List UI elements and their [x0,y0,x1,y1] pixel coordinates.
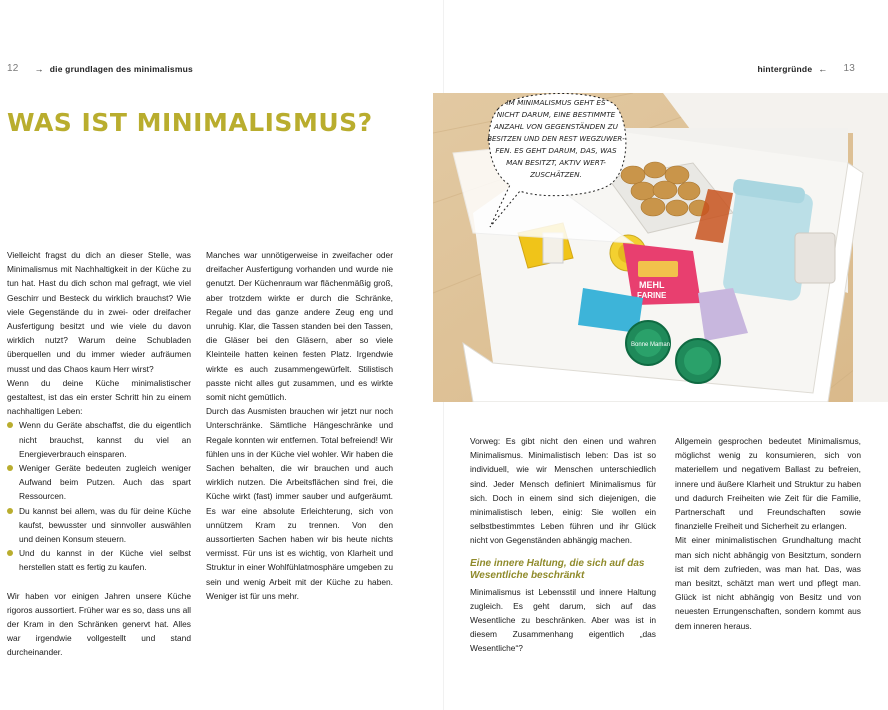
bullet-dot-icon [7,422,13,428]
quote-line: NICHT DARUM, EINE BESTIMMTE [496,110,616,119]
quote-line: BESITZEN UND DEN REST WEGZUWER- [487,135,625,143]
paragraph: Mit einer minimalistischen Grundhaltung macht man sich nicht abhängig von Besitztum, sondern ist mit dem zufrieden, was man hat. Das, was man besitzt, schätzt man wert und pflegt man. Glück ist nicht abhängig von Besitz und von neuesten Errungenschaften, sondern kommt aus dem inneren heraus. [675,535,861,631]
paragraph: Minimalismus ist Lebensstil und innere Haltung zugleich. Es geht darum, sich auf das Wesentliche zu beschränken. Aber was ist in diesem Zusammenhang eigentlich „das Wesentliche“? [470,586,656,654]
bullet-list [7,418,191,574]
quote-line: IM MINIMALISMUS GEHT ES [506,98,606,107]
small-box [795,233,835,283]
list-item [7,546,191,574]
text-column-4 [675,434,861,633]
paragraph: Allgemein gesprochen bedeutet Minimalismus, möglichst wenig zu konsumieren, sich von materiellem und negativem Ballast zu befreien, innere und äußere Klarheit und Struktur zu haben und dadurch Freiheiten wie Zeit für die Familie, Partnerschaft und Freundschaften sowie finanzielle Freiheit und Sicherheit zu erlangen. [675,436,861,532]
text-column-3 [470,434,656,656]
arrow-right-icon: → [34,63,44,74]
quote-line: MAN BESITZT, AKTIV WERT- [506,158,606,167]
paragraph: Wir haben vor einigen Jahren unsere Küche rigoros aussortiert. Früher war es so, dass uns all der Kram in den Schränken genervt hat. Alles war irgendwie vollgestellt und stand durcheinander. [7,590,191,658]
page-number-left: 12 [7,63,19,74]
paragraph: Durch das Ausmisten brauchen wir jetzt nur noch Unterschränke. Sämtliche Hängeschränke und Regale konnten wir entfernen. Total befreiend! Wir fühlen uns in der Küche viel wohler. Wir haben die Sachen behalten, die wir brauchen und auch wirklich nutzen. Die Arbeitsflächen sind frei, die Küche wirkt (fast) immer sauber und aufgeräumt. Es war eine absolute Erleichterung, sich von unnützem Kram zu trennen. Von den aussortierten Sachen haben wir bis heute nichts vermisst. Für uns ist es wichtig, von Klarheit und Struktur in einer Wohlfühlatmosphäre umgeben zu sein und wenig Arbeit mit der Küche zu haben. Weniger ist für uns mehr. [206,406,393,601]
flour-label-farine: FARINE [637,291,667,300]
left-header [7,63,193,74]
list-item-text: Wenn du Geräte abschaffst, die du eigentlich nicht brauchst, kannst du viel an Energieverbrauch einsparen. [19,420,191,459]
subheading: Eine innere Haltung, die sich auf das Wesentliche beschränkt [470,557,645,582]
section-title-left: die grundlagen des minimalismus [49,63,193,74]
bullet-dot-icon [7,508,13,514]
paragraph: Vielleicht fragst du dich an dieser Stelle, was Minimalismus mit Nachhaltigkeit in der Küche zu tun hat. Hast du dich schon mal gefragt, wie viel Geschirr und Besteck du wirklich brauchst? Wie viele Gegenstände du in zwei- oder dreifacher Ausfertigung besitzt und wie viele du davon wirklich nutzt? Warum deine Schubladen überquellen und du immer wieder aufräumen musst und das Chaos kaum Herr wirst? [7,250,191,374]
quote-line: FEN. ES GEHT DARUM, DAS, WAS [495,146,617,155]
quote-line: ZUSCHÄTZEN. [530,170,582,179]
quote-line: ANZAHL VON GEGENSTÄNDEN ZU [493,122,619,131]
bullet-dot-icon [7,550,13,556]
list-item [7,504,191,547]
list-item-text: Du kannst bei allem, was du für deine Küche kaufst, bewusster und sinnvoller auswählen und deinen Konsum steuern. [19,505,191,545]
flour-label-mehl: MEHL [639,280,665,290]
section-title-right: hintergründe [757,63,813,74]
jar-label: Bonne Maman [631,342,671,348]
paragraph: Wenn du deine Küche minimalistischer gestaltest, ist das ein erster Schritt hin zu einem nachhaltigen Leben: [7,377,191,417]
paragraph: Manches war unnötigerweise in zweifacher oder dreifacher Ausfertigung vorhanden und wurde nie genutzt. Der Küchenraum war flächenmäßig groß, aber trotzdem wirkte er durch die Schränke, Regale und das ganze andere Zeug eng und unruhig. Klar, die Tassen standen bei den Tassen, die Gläser bei den Gläsern, aber so viele Kleinteile hatten keinen festen Platz. Irgendwie wirkte es auch zusammengewürfelt. Stilistisch passte nicht alles gut zusammen, und es wirkte somit nicht gemütlich. [206,250,393,403]
arrow-left-icon: ← [818,63,828,74]
list-item-text: Und du kannst in der Küche viel selbst herstellen statt es fertig zu kaufen. [19,548,191,573]
text-column-2 [206,248,393,603]
list-item-text: Weniger Geräte bedeuten zugleich weniger Aufwand beim Putzen. Auch das spart Ressourcen. [19,463,191,502]
bullet-dot-icon [7,465,13,471]
page-number-right: 13 [843,63,855,74]
text-column-1 [7,248,191,660]
right-header [757,63,855,74]
list-item [7,418,191,461]
paragraph: Vorweg: Es gibt nicht den einen und wahren Minimalismus. Minimalistisch leben: Das ist so individuell, wie wir Menschen unterschiedlich sind. Jeder Mensch definiert Minimalismus für sich. Doch in einem sind sich diejenigen, die minimalistisch leben, einig: Sie wollen ein selbstbestimmtes Leben führen und ihr Glück nicht von Gegenständen abhängig machen. [470,436,656,546]
page-title: WAS IST MINIMALISMUS? [7,108,373,137]
list-item [7,461,191,504]
speech-bubble [480,87,630,237]
